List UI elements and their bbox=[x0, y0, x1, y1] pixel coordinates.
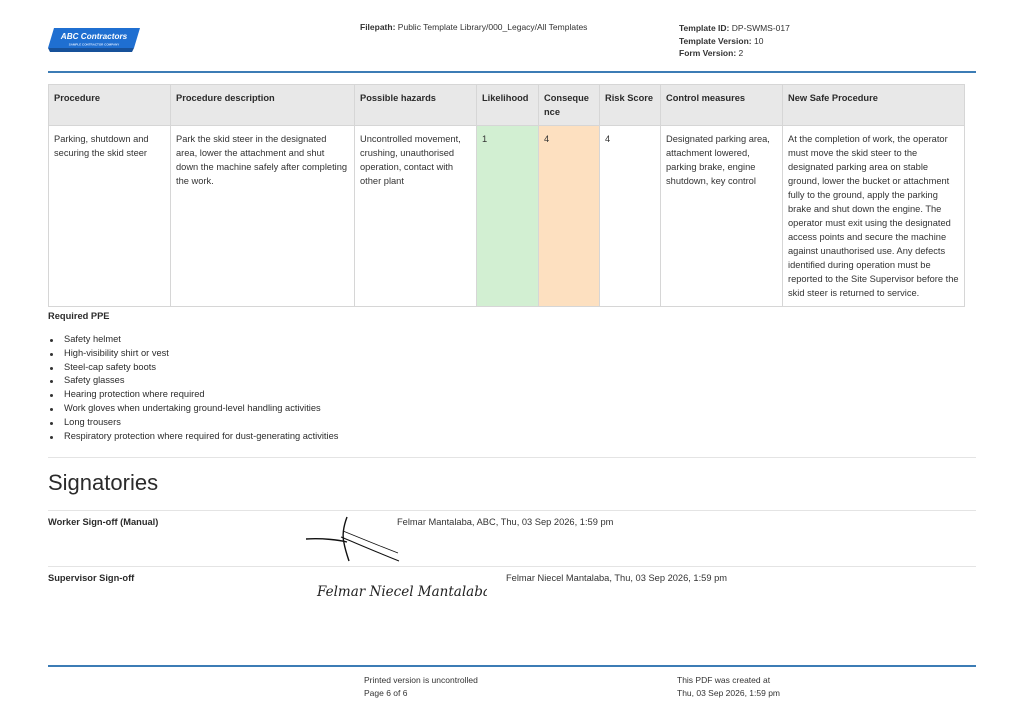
list-item: Steel-cap safety boots bbox=[48, 361, 338, 375]
template-info bbox=[679, 22, 790, 60]
filepath-label: Filepath: bbox=[360, 22, 396, 32]
supervisor-signoff-value: Felmar Niecel Mantalaba, Thu, 03 Sep 2026, 1:59 pm bbox=[506, 573, 728, 583]
cell-control-measures: Designated parking area, attachment lowered, parking brake, engine shutdown, key control bbox=[661, 126, 783, 307]
ppe-title: Required PPE bbox=[48, 311, 110, 321]
table-row bbox=[49, 126, 965, 307]
cell-likelihood: 1 bbox=[477, 126, 539, 307]
cell-description: Park the skid steer in the designated area, lower the attachment and shut down the machine safely after completing the work. bbox=[171, 126, 355, 307]
header-consequence: Consequence bbox=[539, 85, 600, 126]
list-item: Safety glasses bbox=[48, 374, 338, 388]
header-risk-score: Risk Score bbox=[600, 85, 661, 126]
worker-signoff-label: Worker Sign-off (Manual) bbox=[48, 517, 159, 527]
cell-procedure: Parking, shutdown and securing the skid steer bbox=[49, 126, 171, 307]
procedure-table bbox=[48, 84, 965, 307]
template-id-label: Template ID: bbox=[679, 23, 730, 33]
ppe-list bbox=[48, 333, 338, 443]
company-logo bbox=[48, 26, 140, 52]
list-item: High-visibility shirt or vest bbox=[48, 347, 338, 361]
cell-new-safe-procedure: At the completion of work, the operator must move the skid steer to the designated parking area on stable ground, lower the bucket or attachment fully to the ground, apply the parking brake and shut down the engine. The operator must exit using the designated access points and secure the machine against unauthorised use. Any defects identified during operation must be reported to the Site Supervisor before the skid steer is returned to service. bbox=[783, 126, 965, 307]
header-procedure-description: Procedure description bbox=[171, 85, 355, 126]
filepath bbox=[360, 22, 587, 32]
worker-signoff-value: Felmar Mantalaba, ABC, Thu, 03 Sep 2026, 1:59 pm bbox=[397, 517, 614, 527]
cell-hazards: Uncontrolled movement, crushing, unauthorised operation, contact with other plant bbox=[355, 126, 477, 307]
template-version-label: Template Version: bbox=[679, 35, 752, 46]
list-item: Respiratory protection where required for dust-generating activities bbox=[48, 430, 338, 444]
supervisor-signature bbox=[315, 578, 487, 609]
logo-text: ABC Contractors bbox=[60, 32, 128, 41]
page-header bbox=[48, 18, 976, 72]
header-likelihood: Likelihood bbox=[477, 85, 539, 126]
list-item: Long trousers bbox=[48, 416, 338, 430]
signatory-divider bbox=[48, 566, 976, 567]
signatory-divider bbox=[48, 510, 976, 511]
supervisor-signature-text: Felmar Niecel Mantalaba bbox=[317, 584, 487, 600]
header-control-measures: Control measures bbox=[661, 85, 783, 126]
list-item: Safety helmet bbox=[48, 333, 338, 347]
filepath-value: Public Template Library/000_Legacy/All Templates bbox=[397, 22, 588, 32]
header-procedure: Procedure bbox=[49, 85, 171, 126]
section-divider bbox=[48, 457, 976, 458]
cell-consequence: 4 bbox=[539, 126, 600, 307]
table-header-row bbox=[49, 85, 965, 126]
template-id-value: DP-SWMS-017 bbox=[731, 23, 790, 33]
uncontrolled-notice: Printed version is uncontrolled bbox=[364, 675, 478, 685]
list-item: Work gloves when undertaking ground-level handling activities bbox=[48, 402, 338, 416]
header-possible-hazards: Possible hazards bbox=[355, 85, 477, 126]
template-version-value: 10 bbox=[753, 35, 764, 46]
footer-left bbox=[364, 674, 478, 700]
pdf-created-value: Thu, 03 Sep 2026, 1:59 pm bbox=[677, 688, 781, 698]
pdf-created-label: This PDF was created at bbox=[677, 675, 771, 685]
cell-risk-score: 4 bbox=[600, 126, 661, 307]
header-divider bbox=[48, 71, 976, 73]
header-new-safe-procedure: New Safe Procedure bbox=[783, 85, 965, 126]
list-item: Hearing protection where required bbox=[48, 388, 338, 402]
form-version-label: Form Version: bbox=[679, 48, 737, 58]
signatories-heading: Signatories bbox=[48, 470, 159, 495]
logo-subtext: SAMPLE CONTRACTOR COMPANY bbox=[68, 42, 120, 47]
footer-divider bbox=[48, 665, 976, 667]
worker-signature bbox=[303, 513, 401, 570]
page-number: Page 6 of 6 bbox=[364, 688, 408, 698]
form-version-value: 2 bbox=[738, 48, 744, 58]
footer-right bbox=[677, 674, 780, 700]
supervisor-signoff-label: Supervisor Sign-off bbox=[48, 573, 135, 583]
